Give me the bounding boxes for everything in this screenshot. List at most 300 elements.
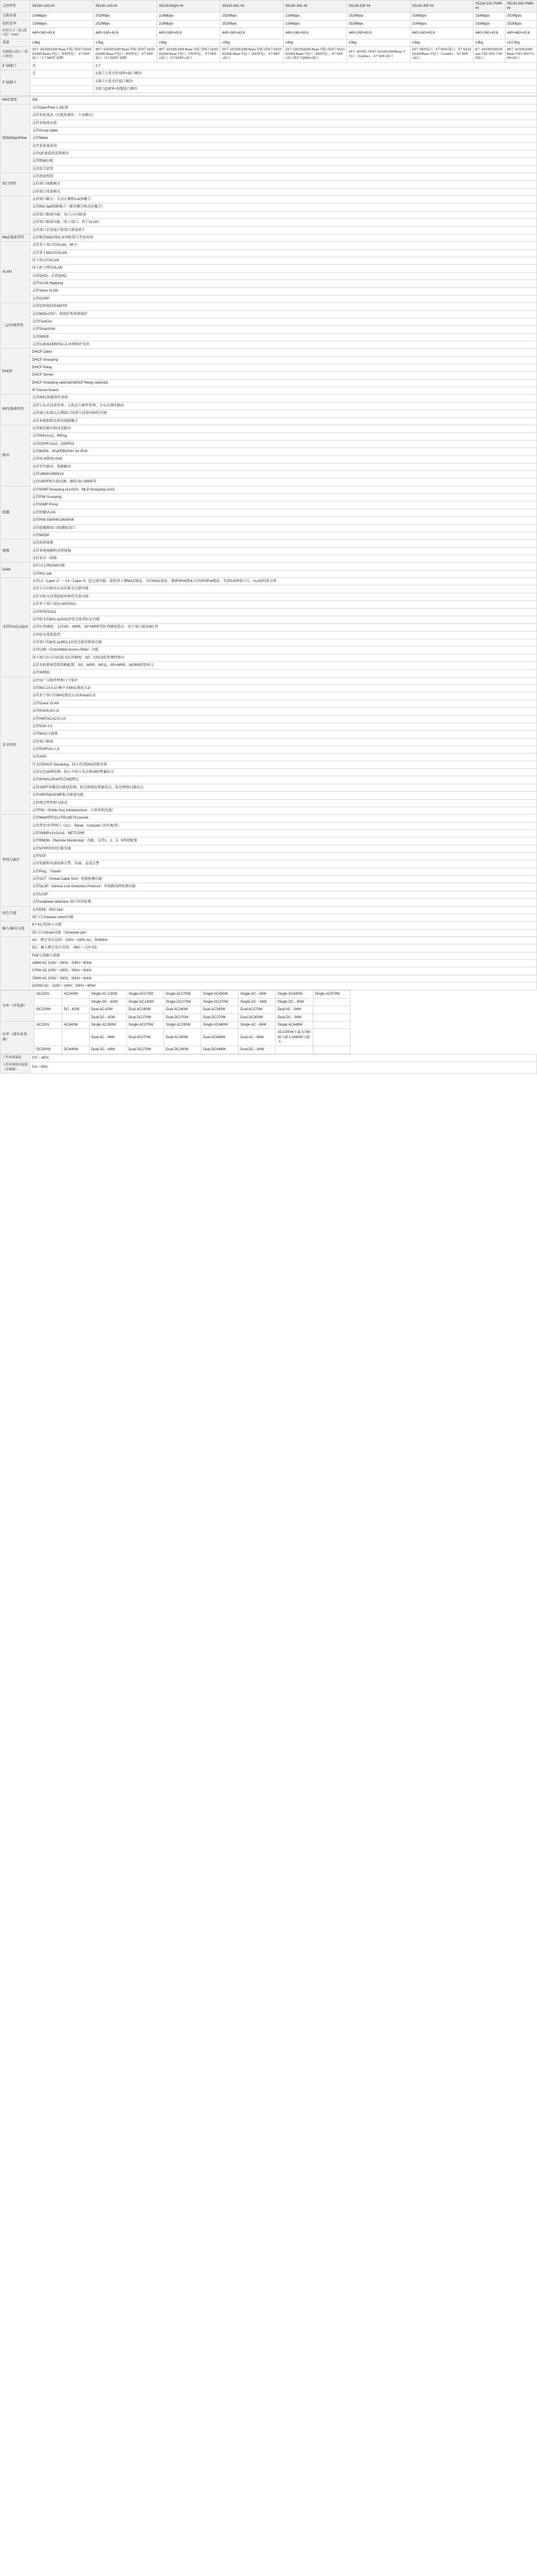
cell: ≤3kg [474,39,505,47]
feature-item: 支持多条流表项 [30,142,537,150]
cell: 252Mbps [220,13,284,20]
power-value-cell [276,1046,313,1054]
cell: 440×160×43.6 [30,27,94,39]
feature-row [1,97,537,104]
feature-row [1,715,537,723]
feature-row [1,226,537,234]
power-value-cell: Single AC270W [126,991,164,998]
feature-row [1,899,537,906]
row-switch-capacity [1,13,537,20]
feature-item: 支持通过标准以太网接口间进行设备的IRF2互联 [30,410,537,417]
feature-item: 1100W AC：110V～240V，50Hz～60Hz [30,983,537,990]
feature-row [1,731,537,738]
feature-row [1,471,537,478]
feature-row [1,540,537,547]
feature-item: 支持基于MAC的VLAN [30,249,537,257]
power-value-cell: Single DC130W [126,998,164,1006]
feature-row [1,745,537,753]
power-value-cell: Dual DC290W [164,1046,201,1054]
feature-row [1,135,537,142]
environment-value: 0℃～45℃ [30,1054,537,1062]
feature-item: 支持FastCirc [30,318,537,325]
specification-table [0,0,537,96]
feature-item: 支持端口隔离功能（基于端口、基于VLAN） [30,219,537,226]
cell: 8个 10/100/1000 Base-T端口和2个SFP接口 [474,47,505,63]
cell: 440×160×43.6 [94,27,157,39]
feature-item: 370W AC 100V～240V，50Hz～60Hz [30,967,537,975]
feature-item: 支持OF通道的连接模式 [30,150,537,157]
power-value-cell [313,1021,350,1028]
feature-item: 支持Web网管/CLI/TELNET/Console [30,815,537,822]
power-value-cell: Dual DC - 34W [276,1014,313,1021]
cell: 2个 [94,63,537,70]
feature-body [1,97,537,990]
model-header-8: S5130-54Z-PWR-HI [505,1,536,13]
environment-value: 5%～95% [30,1062,537,1074]
environment-row [1,1054,537,1062]
power-type-cell: DC440W [62,1046,89,1054]
feature-row [1,563,537,570]
feature-group-label: 管理与维护 [1,815,30,906]
power-type-cell: DC500W [34,1046,62,1054]
feature-row [1,288,537,295]
cell: ≤3kg [410,39,474,47]
feature-row [1,379,537,386]
feature-row [1,509,537,516]
feature-row [1,792,537,799]
feature-item: 支持STP/RSTP/MSTP [30,303,537,310]
feature-item: 740W AC 100V～240V，50Hz～60Hz [30,975,537,982]
power-type-cell: AC440W [62,1021,89,1028]
cell: 252Mbps [347,13,410,20]
row-expansion-card-2 [1,78,537,85]
cell: 252Mpps [505,20,536,27]
cell: 440×160×43.6 [284,27,347,39]
feature-group-label: 组播 [1,486,30,540]
feature-item: 支持CAR（Committed Access Rate）功能 [30,647,537,654]
power-value-cell: Dual AC270W [238,1006,276,1014]
feature-item: DHCP Client [30,349,537,356]
feature-item: 端口自动/power-down功能 [30,914,537,921]
cell: 252Mpps [505,13,536,20]
feature-item: 支持报文流量监管 [30,631,537,639]
feature-item: 支持OSPFv1/v2、OSPFv3 [30,440,537,448]
cell: 440×160×43.6 [410,27,474,39]
feature-group-label: 镜像 [1,540,30,563]
row-label: 包转发率 [1,20,30,27]
feature-row [1,784,537,791]
cell: 216Mpps [284,13,347,20]
feature-item: 168W AC 100V～240V，50Hz～60Hz [30,960,537,967]
feature-row [1,570,537,577]
feature-item: 支持uRPF单播逆向路径检测，防范IP地址欺骗攻击、防范网络扫描攻击 [30,784,537,791]
feature-item: 可支持DHCP Snooping，防止伪造DHCP服务器 [30,761,537,768]
feature-row [1,845,537,852]
cell: 252Mbps [347,20,410,27]
feature-row [1,517,537,524]
power-type-cell [34,1014,62,1021]
feature-table [0,96,537,990]
power-row [1,1021,537,1028]
feature-item: 支持MAC过滤器 [30,731,537,738]
cell: ≤3kg [30,39,94,47]
feature-row [1,708,537,715]
feature-row [1,333,537,341]
power-value-cell: Single AC - 84W [238,1021,276,1028]
feature-row [1,181,537,188]
feature-item: 支持MSDP [30,532,537,539]
power-value-cell: Dual AC290W [164,1029,201,1046]
feature-item: 支持带外/外带网口（CLI、Telnet、Console口的行配置） [30,822,537,830]
feature-item: 支持静态MAC地址表项配置与老化时间 [30,234,537,241]
feature-item: 支持流量控制 [30,173,537,181]
feature-group-label: 二层环网特性 [1,303,30,349]
feature-row [1,433,537,440]
feature-item: 支持IGMP Snooping v1/v2/v3、MLD Snooping v1/v2 [30,486,537,493]
feature-row [1,150,537,157]
feature-row [1,463,537,470]
feature-row [1,318,537,325]
environment-label: 工作环境温度 [1,1054,30,1062]
feature-row [1,440,537,448]
feature-item: 支持对报文设置DSCP/IP优先级功能 [30,593,537,600]
feature-row [1,112,537,119]
feature-row [1,417,537,425]
feature-item: DHCP Relay [30,364,537,372]
feature-row [1,631,537,639]
feature-row [1,647,537,654]
feature-item: 支持GVRP [30,295,537,302]
feature-row [1,914,537,921]
power-type-cell [62,1014,89,1021]
cell: 216Mpps [410,20,474,27]
cell: 48个 10/100/1000 Base-T端口和4个10/100/1000 Base-T电口（PD供电），4个SFP+接口、2个QSFP+接口 [157,47,220,63]
feature-item: DHCP Snooping option82/DHCP Relay option82 [30,379,537,386]
feature-item: 支持静态路由和动态路由 [30,425,537,432]
cell: 216Mpps [474,20,505,27]
feature-row [1,272,537,280]
feature-row [1,456,537,463]
feature-row [1,532,537,539]
feature-row [1,654,537,661]
power-value-cell: Single AC270W [164,991,201,998]
feature-item: 支持基于端口的MAC地址认证/Portal认证 [30,692,537,700]
feature-row [1,838,537,845]
feature-item: IP Source Guard [30,387,537,394]
feature-item: 支持端口隔离 [30,738,537,745]
feature-row [1,922,537,929]
power-type-cell: AC220V [34,991,62,998]
cell [94,93,537,96]
feature-row [1,692,537,700]
cell: 252Mbps [94,20,157,27]
feature-row [1,753,537,761]
feature-item: 支持BGP4、IPv4和BGP4+ for IPv6 [30,448,537,455]
feature-item: 支持Ping、Tracert [30,868,537,875]
feature-item: 支持RIPv1/v2、RIPng [30,433,537,440]
feature-item: 支持VCT（Virtual Cable Test）电缆检测功能 [30,876,537,883]
feature-row [1,983,537,990]
power-row [1,998,537,1006]
feature-item: 支持端口的802.1p/802.1X/优先级重映射功能 [30,639,537,646]
feature-row [1,211,537,218]
power-value-cell: Dual AC270W [126,1029,164,1046]
feature-row [1,387,537,394]
row-weight [1,39,537,47]
environment-table [0,1054,537,1074]
feature-item: 支持时间段ACL [30,608,537,616]
feature-item: 支持组播源端口/组播组端口 [30,524,537,532]
power-value-cell: Dual AC448W [201,1029,238,1046]
power-value-cell: Dual AC - 34W [276,1006,313,1014]
feature-item: 支持电源和风扇故障告警、风扇、温度告警 [30,860,537,868]
feature-row [1,952,537,959]
feature-row [1,815,537,822]
feature-item: 32k [30,97,537,104]
feature-row [1,822,537,830]
feature-row [1,425,537,432]
feature-item: 支持Voice VLAN [30,288,537,295]
feature-item: 支持PIM-SM/PIM-DM/IPv6 [30,517,537,524]
feature-row [1,501,537,509]
feature-item: 支持各级拥塞控制策略配置：SP、WRR、WFQ、SP+WRR、WDRR控制单元 [30,662,537,669]
feature-row [1,410,537,417]
feature-row [1,769,537,776]
feature-row [1,257,537,264]
feature-group-label: 输入/输出交流 [1,922,30,937]
power-table [0,990,537,1054]
power-value-cell: AC1000W下最大740W与最大1480W与最大 [276,1029,313,1046]
power-type-cell: DC - 62W [62,1006,89,1014]
feature-item: 支持IGMP Proxy [30,501,537,509]
power-row [1,1014,537,1021]
cell: ≤10.0kg [505,39,536,47]
cell: 24个 SFP接口和4个10/100/1000Base-T电口（Combo），4个SFP+接口 [347,47,410,63]
header-row-label: 支持特性 [1,1,30,13]
feature-row [1,876,537,883]
feature-row [1,555,537,563]
feature-row [1,494,537,501]
cell: 440×160×43.6 [347,27,410,39]
feature-item: 支持NTP [30,853,537,860]
feature-item: 支持SSH 2.0 [30,723,537,730]
feature-item: 支持精确匹配 [30,158,537,165]
feature-row [1,960,537,967]
feature-group-label: DHCP [1,349,30,394]
feature-item: 支持EEE（802.3az） [30,906,537,914]
feature-item: 支持802.1ah [30,570,537,577]
cell: ≤3kg [94,39,157,47]
feature-item: 支持多张流表（匹配和操作、主表模式） [30,112,537,119]
feature-row [1,601,537,608]
feature-item: 支持DLDP（Device Link Detection Protocol）单链路故障检测功能 [30,883,537,891]
feature-item: 支持组播VLAN [30,509,537,516]
cell [30,93,94,96]
feature-row [1,249,537,257]
header-row [1,1,537,13]
feature-item: 支持Group table [30,127,537,134]
feature-item: 支持PKI（Public Key Infrastructure，公钥基础设施） [30,807,537,814]
row-expansion-card-1 [1,70,537,78]
cell: 440×160×43.6 [474,27,505,39]
feature-row [1,616,537,623]
cell: 24个 10/100/1000 Base-T端口和4个10/100/1000 Base-T电口（PD供电），4个SFP+接口 [220,47,284,63]
feature-item: 支持绑定特性和交换式 [30,799,537,807]
feature-row [1,142,537,150]
feature-group-label: SDN/OpenFlow [1,104,30,173]
cell: 252Mbps [94,13,157,20]
feature-item: 支持SNMPv1/v2c/v3、NETCONF [30,830,537,837]
feature-item: 支持端口镜像模式 [30,181,537,188]
model-header-3: S5130-30C-HI [220,1,284,13]
feature-item: 支持URPF和负载均衡、BFD for VRRP等 [30,478,537,486]
cell: 216Mpps [474,13,505,20]
feature-item: 支持AAD [30,753,537,761]
feature-item: 支持SmartGrid [30,326,537,333]
cell [30,86,94,93]
feature-group-label [1,196,30,234]
feature-group-label [1,936,30,990]
feature-item: AC：额定电压范围：100V～240V AC，50/60Hz [30,936,537,944]
model-header-4: S5130-34C-HI [284,1,347,13]
power-value-cell: Dual AC-62W [89,1006,126,1014]
feature-group-label: IRF2堆叠特性 [1,394,30,425]
feature-item: 支持端口聚合：手动汇聚和LACP聚合 [30,196,537,204]
feature-row [1,975,537,982]
feature-row [1,830,537,837]
feature-row [1,372,537,379]
row-label: 扩展接口 [1,63,30,70]
feature-item: 支持WRED [30,669,537,677]
feature-row [1,608,537,616]
feature-row [1,799,537,807]
feature-item: 支持LLDP [30,891,537,898]
feature-item: 支持IP/MAC/Port绑定/ND绑定 [30,776,537,784]
feature-item: 支持基于端口或VLAN的ACL [30,601,537,608]
feature-item: 支持IS-IS和IS-ISv6 [30,456,537,463]
feature-row [1,158,537,165]
model-header-0: S5130-10G-HI [30,1,94,13]
feature-item: 支持RADIUS认证 [30,708,537,715]
feature-group-label: 端口特性 [1,173,30,196]
feature-row [1,402,537,409]
feature-item: 支持NTP时间同步服务器 [30,845,537,852]
cell: 252Mbps [220,20,284,27]
feature-item: 支持用户分级管理和口令保护 [30,677,537,684]
feature-item: 支持入方向和出方向的报文过滤功能 [30,585,537,593]
feature-row [1,860,537,868]
power-value-cell: Single AC400W [201,991,238,998]
feature-row [1,776,537,784]
feature-item: 支持loopback-detection 端口环回检测 [30,899,537,906]
power-value-cell: Single AC290W [89,1021,126,1028]
feature-item: 支持RMON（Remote Monitoring）功能，支持1、2、3、9四组配置 [30,838,537,845]
power-type-cell: DC220W [34,1006,62,1014]
feature-row [1,204,537,211]
feature-item: DC：输入额定电压范围：-48V～-72V DC [30,944,537,952]
feature-row [1,669,537,677]
feature-row [1,883,537,891]
power-value-cell: Single DC - 34W [238,998,276,1006]
cell: 2端口万兆光纤SFP+接口模块 [94,70,537,78]
power-group-label: 功率（满负荷电源） [1,1021,34,1054]
model-header-7: S5130-10C-PWR-HI [474,1,505,13]
row-expansion-card-4 [1,93,537,96]
power-value-cell: Single AC460W [201,1021,238,1028]
feature-item: 支持多级流水线 [30,119,537,127]
power-type-cell [62,998,89,1006]
feature-row [1,104,537,111]
power-value-cell: Dual DC270W [164,1014,201,1021]
feature-row [1,662,537,669]
cell: 24个 SFP接口、4个SFP+接口、4个10/100/1000Base-T电口（Combo），4个SFP+接口 [410,47,474,63]
power-value-cell [313,1046,350,1054]
power-value-cell: Single AC448W [276,1021,313,1028]
feature-group-label: 安全特性 [1,677,30,814]
feature-row [1,906,537,914]
feature-item: 端口自动drain功能（Schedule job） [30,929,537,936]
feature-row [1,310,537,318]
feature-item: 支持分布式设备管理：交换芯片硬件管理、分布式弹性路由 [30,402,537,409]
feature-row [1,188,537,196]
table-body [1,13,537,96]
feature-row [1,326,537,333]
feature-group-label: 绿色节能 [1,906,30,922]
feature-row [1,524,537,532]
feature-row [1,303,537,310]
feature-row [1,578,537,585]
feature-item: 支持802.1X认证/集中式MAC地址认证 [30,685,537,692]
feature-item: 支持VRRP/VRRPv3 [30,471,537,478]
feature-item: 支持HWTACACS认证 [30,715,537,723]
feature-item: 支持基于端口的VLAN，4K个 [30,242,537,249]
feature-item: 支持多对一镜像 [30,555,537,563]
feature-row [1,173,537,181]
cell: ≤3kg [347,39,410,47]
feature-row [1,593,537,600]
table-header [1,1,537,13]
feature-row [1,448,537,455]
feature-row [1,761,537,768]
environment-body [1,1054,537,1073]
row-label: 扩展插卡 [1,70,30,96]
cell: 48个 10/100/1000 Base-T端口和4个SFP+接口 [505,47,536,63]
cell: 24个 10/100/1000 Base-T端口和4个10/100/1000 Base-T电口（PD供电），4个SFP+接口和2个QSFP+接口 [284,47,347,63]
power-body [1,991,537,1054]
cell: 216Mpps [410,13,474,20]
row-forwarding-rate [1,20,537,27]
cell: 216Mpps [284,20,347,27]
feature-item: 支持报文的802.1p/DSCP优先级重标记功能 [30,616,537,623]
feature-item: 支持ARP/ND/ICMP报文限速功能 [30,792,537,799]
row-expansion-interface [1,63,537,70]
feature-item: 支持BPDU保护、根保护和环路保护 [30,310,537,318]
power-value-cell: Dual DC270W [126,1046,164,1054]
power-value-cell: Single AC290W [164,1021,201,1028]
feature-row [1,280,537,288]
feature-row [1,585,537,593]
cell: 2端口QSFP+电缆接口模块 [94,86,537,93]
feature-item: 支持本地和跨设备的链路聚合 [30,417,537,425]
power-value-cell: Dual DC448W [201,1046,238,1054]
power-value-cell: Dual AC240W [126,1006,164,1014]
feature-item: 支持PORTAL认证 [30,745,537,753]
feature-row [1,944,537,952]
feature-row [1,807,537,814]
feature-item: 支持动态ARP检测，防止中间人攻击和ARP欺骗攻击 [30,769,537,776]
feature-row [1,478,537,486]
power-type-cell [62,1029,89,1046]
